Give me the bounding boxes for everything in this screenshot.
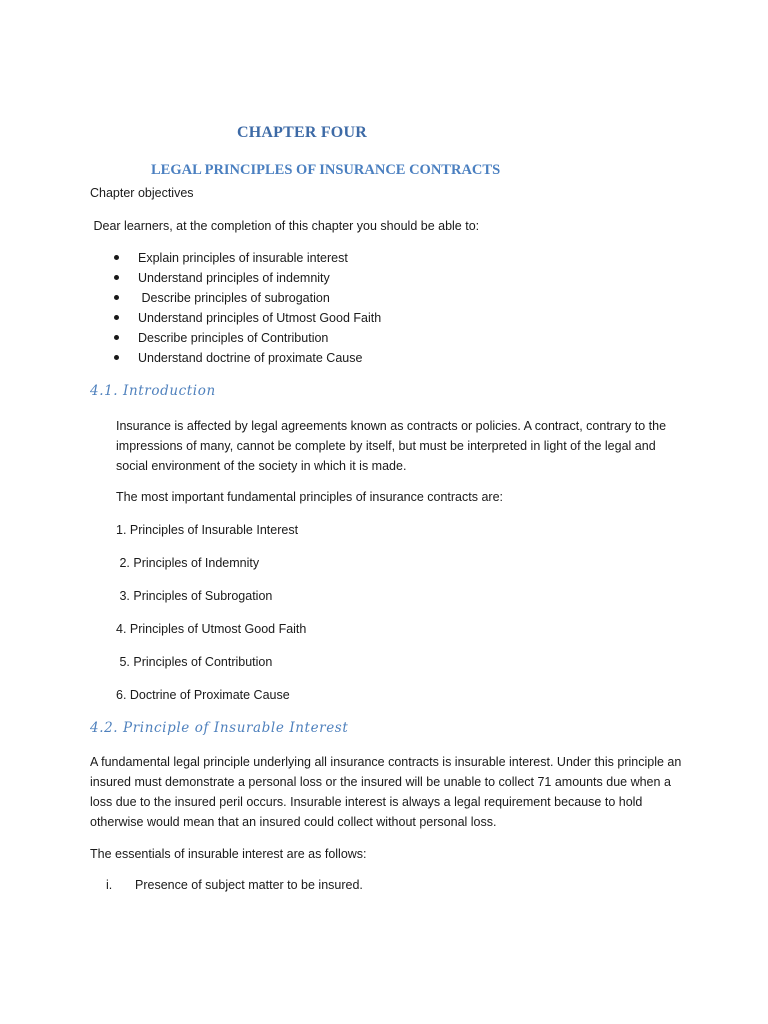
essential-item-marker: i. <box>106 878 113 892</box>
bullet-icon <box>114 275 119 280</box>
insurable-interest-paragraph: A fundamental legal principle underlying all insurance contracts is insurable interest. Under this principle an insured must demonstrate a personal loss or the insured will be unable to collect 71 amounts due when a loss due to the insured peril occurs. Insurable interest is always a legal requirement because to hold otherwise would mean that an insured could collect without personal loss. <box>90 755 682 829</box>
essentials-lead: The essentials of insurable interest are as follows: <box>90 847 367 861</box>
bullet-icon <box>114 335 119 340</box>
bullet-icon <box>114 295 119 300</box>
principle-item: 6. Doctrine of Proximate Cause <box>116 688 290 702</box>
essential-item: Presence of subject matter to be insured. <box>135 878 363 892</box>
principle-item: 2. Principles of Indemnity <box>116 556 260 570</box>
principle-item: 4. Principles of Utmost Good Faith <box>116 622 307 636</box>
bullet-icon <box>114 255 119 260</box>
objectives-intro: Dear learners, at the completion of this chapter you should be able to: <box>90 219 480 233</box>
section-heading-introduction: 4.1. Introduction <box>90 383 216 399</box>
principle-item: 5. Principles of Contribution <box>116 655 273 669</box>
objectives-label: Chapter objectives <box>90 186 194 200</box>
chapter-title: CHAPTER FOUR <box>237 124 367 141</box>
principle-item: 3. Principles of Subrogation <box>116 589 273 603</box>
bullet-icon <box>114 315 119 320</box>
document-page: CHAPTER FOUR LEGAL PRINCIPLES OF INSURANCE CONTRACTS Chapter objectives Dear learners, at the completion of this chapter you should be able to: Explain principles of insurable interest Understand principles of indemnity Describe principles of subrogation Understand principles of Utmost Good Faith Describe principles of Contribution Understand doctrine of proximate Cause 4.1. Introduction Insurance is affected by legal agreements known as contracts or policies. A contract, contrary to the impressions of many, cannot be complete by itself, but must be interpreted in light of the legal and social environment of the society in which it is made. The most important fundamental principles of insurance contracts are: 1. Principles of Insurable Interest 2. Principles of Indemnity 3. Principles of Subrogation 4. Principles of Utmost Good Faith 5. Principles of Contribution 6. Doctrine of Proximate Cause 4.2. Principle of Insurable Interest A fundamental legal principle underlying all insurance contracts is insurable interest. Under this principle an insured must demonstrate a personal loss or the insured will be unable to collect 71 amounts due when a loss due to the insured peril occurs. Insurable interest is always a legal requirement because to hold otherwise would mean that an insured could collect without personal loss. The essentials of insurable interest are as follows: i. Presence of subject matter to be insured. <box>0 0 768 1024</box>
introduction-paragraph: Insurance is affected by legal agreements known as contracts or policies. A contract, contrary to the impressions of many, cannot be complete by itself, but must be interpreted in light of the legal and social environment of the society in which it is made. <box>116 419 667 473</box>
principles-lead: The most important fundamental principles of insurance contracts are: <box>116 490 503 504</box>
chapter-subtitle: LEGAL PRINCIPLES OF INSURANCE CONTRACTS <box>151 162 501 178</box>
section-heading-insurable-interest: 4.2. Principle of Insurable Interest <box>90 720 349 736</box>
bullet-icon <box>114 355 119 360</box>
principle-item: 1. Principles of Insurable Interest <box>116 523 299 537</box>
